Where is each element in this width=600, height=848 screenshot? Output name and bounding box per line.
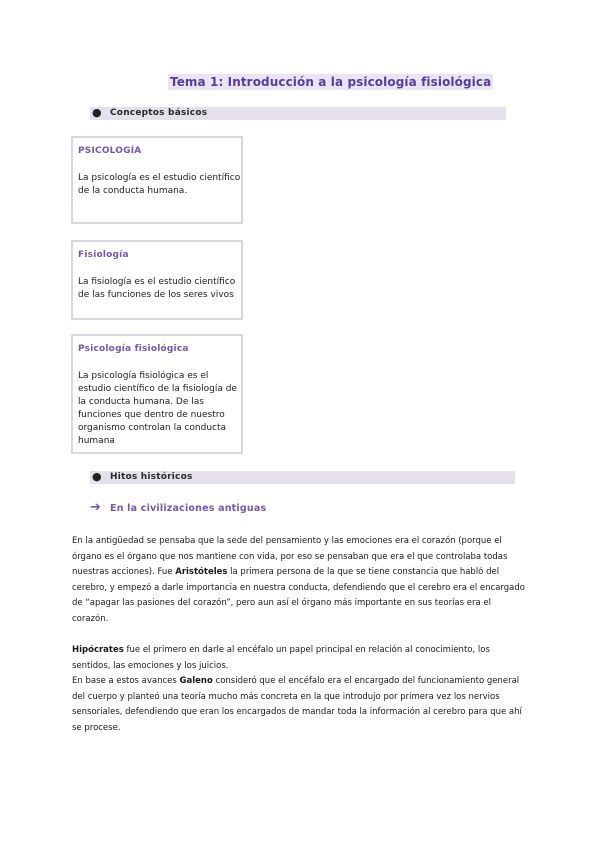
card-psicologia [71, 136, 243, 224]
section-milestones-label: Hitos históricos [110, 472, 193, 482]
card-text: La psicología fisiológica es el estudio científico de la fisiología de la conducta humana. De las funciones que dentro de nuestro organismo controlan la conducta humana [78, 371, 237, 446]
bullet-icon: ● [92, 106, 102, 119]
card-title: Psicología fisiológica [78, 344, 189, 354]
arrow-right-icon: ➔ [90, 500, 101, 515]
section-historical-milestones [90, 471, 515, 484]
name-aristoteles: Aristóteles [175, 567, 228, 578]
subheading-label: En la civilizaciones antiguas [110, 503, 267, 514]
card-text: La fisiología es el estudio científico de las funciones de los seres vivos [78, 277, 236, 300]
paragraph-antiguedad: En la antigüedad se pensaba que la sede del pensamiento y las emociones era el corazón (porque el órgano es el órgano que nos mantiene con vida, por eso se pensaban que era el que controlaba todas nuestras acciones). Fue Aristóteles la primera persona de la que se tiene constancia que habló del cerebro, y empezó a darle importancia en nuestra conducta, defendiendo que el cerebro era el encargado de “apagar las pasiones del corazón”, pero aun así el órgano más importante en sus teorías era el corazón. [72, 536, 525, 624]
page-title: Tema 1: Introducción a la psicología fisiológica [170, 75, 492, 89]
card-title: PSICOLOGÍA [78, 146, 142, 156]
paragraph-hipocrates: Hipócrates fue el primero en darle al encéfalo un papel principal en relación al conocimiento, los sentidos, las emociones y los juicios. En base a estos avances Galeno consideró que el encéfalo era el encargado del funcionamiento general del cuerpo y planteó una teoría mucho más concreta en la que introdujo por primera vez los nervios sensoriales, defendiendo que eran los encargados de mandar toda la información al cerebro para que ahí se procese. [72, 645, 522, 733]
card-text: La psicología es el estudio científico de la conducta humana. [78, 173, 241, 196]
card-psicologia-fisiologica [71, 334, 243, 454]
bullet-icon: ● [92, 470, 102, 483]
name-hipocrates: Hipócrates [72, 645, 124, 655]
name-galeno: Galeno [179, 676, 213, 687]
card-title: Fisiología [78, 250, 129, 260]
card-fisiologia [71, 240, 243, 320]
section-basic-label: Conceptos básicos [110, 108, 208, 118]
section-basic-concepts [90, 107, 506, 120]
